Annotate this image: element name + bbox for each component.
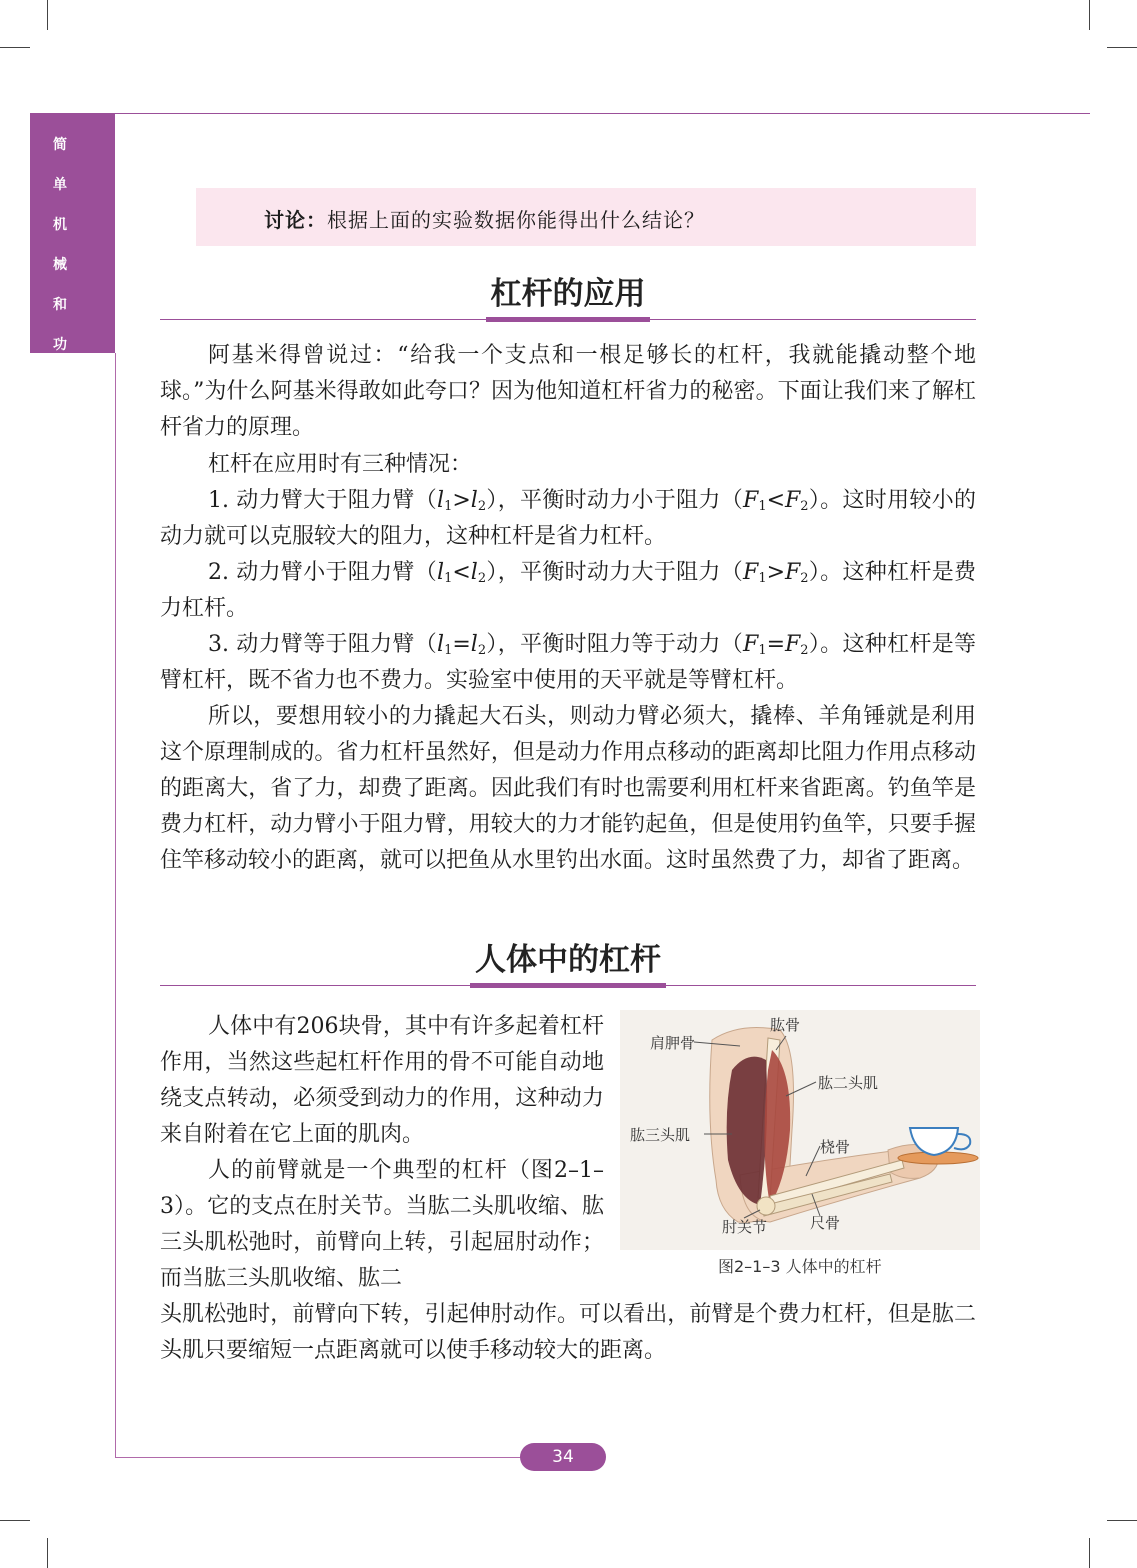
page-bottom-rule bbox=[115, 1457, 525, 1458]
chapter-char: 机 bbox=[53, 217, 67, 233]
page-top-rule bbox=[115, 113, 1090, 114]
figure-caption: 图2–1–3 人体中的杠杆 bbox=[718, 1257, 882, 1276]
chapter-char: 和 bbox=[53, 297, 67, 313]
chapter-char: 械 bbox=[53, 257, 67, 273]
crop-mark bbox=[47, 0, 48, 30]
paragraph: 人的前臂就是一个典型的杠杆（图2–1–3）。它的支点在肘关节。当肱二头肌收缩、肱三头肌松弛时，前臂向上转，引起屈肘动作；而当肱三头肌收缩、肱二 bbox=[160, 1158, 604, 1291]
list-item: 1. 动力臂大于阻力臂$(l_1>l_2)$，平衡时动力小于阻力$(F_1<F_2)$。这时用较小的动力就可以克服较大的阻力，这种杠杆是省力杠杆。 bbox=[160, 488, 976, 549]
crop-mark bbox=[0, 1520, 30, 1521]
paragraph: 阿基米得曾说过：“给我一个支点和一根足够长的杠杆，我就能撬动整个地球。”为什么阿基米得敢如此夸口？因为他知道杠杆省力的秘密。下面让我们来了解杠杆省力的原理。 bbox=[160, 343, 976, 440]
crop-mark bbox=[0, 47, 30, 48]
label-elbow: 肘关节 bbox=[722, 1218, 768, 1236]
chapter-title-vertical bbox=[30, 125, 90, 365]
page-number: 34 bbox=[520, 1443, 606, 1471]
label-triceps: 肱三头肌 bbox=[630, 1126, 691, 1144]
label-biceps: 肱二头肌 bbox=[818, 1074, 879, 1092]
label-radius: 桡骨 bbox=[820, 1138, 851, 1156]
chapter-side-tab bbox=[30, 113, 115, 353]
chapter-char: 简 bbox=[53, 137, 67, 153]
page-left-rule bbox=[115, 353, 116, 1458]
crop-mark bbox=[1107, 1520, 1137, 1521]
crop-mark bbox=[47, 1538, 48, 1568]
list-item: 2. 动力臂小于阻力臂$(l_1<l_2)$，平衡时动力大于阻力$(F_1>F_2)$。这种杠杆是费力杠杆。 bbox=[160, 560, 976, 621]
arm-lever-figure bbox=[620, 1010, 980, 1250]
label-ulna: 尺骨 bbox=[810, 1214, 841, 1232]
discussion-box bbox=[196, 188, 976, 246]
discussion-label: 讨论： bbox=[264, 208, 327, 232]
crop-mark bbox=[1107, 47, 1137, 48]
discussion-text bbox=[264, 204, 705, 233]
paragraph: 人体中有206块骨，其中有许多起着杠杆作用，当然这些起杠杆作用的骨不可能自动地绕支点转动，必须受到动力的作用，这种动力来自附着在它上面的肌肉。 bbox=[160, 1014, 604, 1147]
section-rule-accent bbox=[470, 983, 666, 988]
crop-mark bbox=[1089, 0, 1090, 30]
discussion-question: 根据上面的实验数据你能得出什么结论？ bbox=[327, 208, 705, 232]
list-item: 3. 动力臂等于阻力臂$(l_1=l_2)$，平衡时阻力等于动力$(F_1=F_2)$。这种杠杆是等臂杠杆，既不省力也不费力。实验室中使用的天平就是等臂杠杆。 bbox=[160, 632, 976, 693]
paragraph: 杠杆在应用时有三种情况： bbox=[208, 452, 473, 477]
chapter-char: 功 bbox=[53, 337, 67, 353]
label-humerus: 肱骨 bbox=[770, 1016, 801, 1034]
section-heading-body-lever: 人体中的杠杆 bbox=[475, 942, 661, 978]
paragraph: 所以，要想用较小的力撬起大石头，则动力臂必须大，撬棒、羊角锤就是利用这个原理制成的。省力杠杆虽然好，但是动力作用点移动的距离却比阻力作用点移动的距离大，省了力，却费了距离。因此我们有时也需要利用杠杆来省距离。钓鱼竿是费力杠杆，动力臂小于阻力臂，用较大的力才能钓起鱼，但是使用钓鱼竿，只要手握住竿移动较小的距离，就可以把鱼从水里钓出水面。这时虽然费了力，却省了距离。 bbox=[160, 704, 976, 873]
section-heading-lever-application: 杠杆的应用 bbox=[490, 276, 646, 312]
paragraph: 头肌松弛时，前臂向下转，引起伸肘动作。可以看出，前臂是个费力杠杆，但是肱二头肌只要缩短一点距离就可以使手移动较大的距离。 bbox=[160, 1302, 976, 1363]
label-scapula: 肩胛骨 bbox=[650, 1034, 696, 1052]
chapter-char: 单 bbox=[53, 177, 67, 193]
crop-mark bbox=[1089, 1538, 1090, 1568]
section-rule-accent bbox=[486, 317, 650, 322]
